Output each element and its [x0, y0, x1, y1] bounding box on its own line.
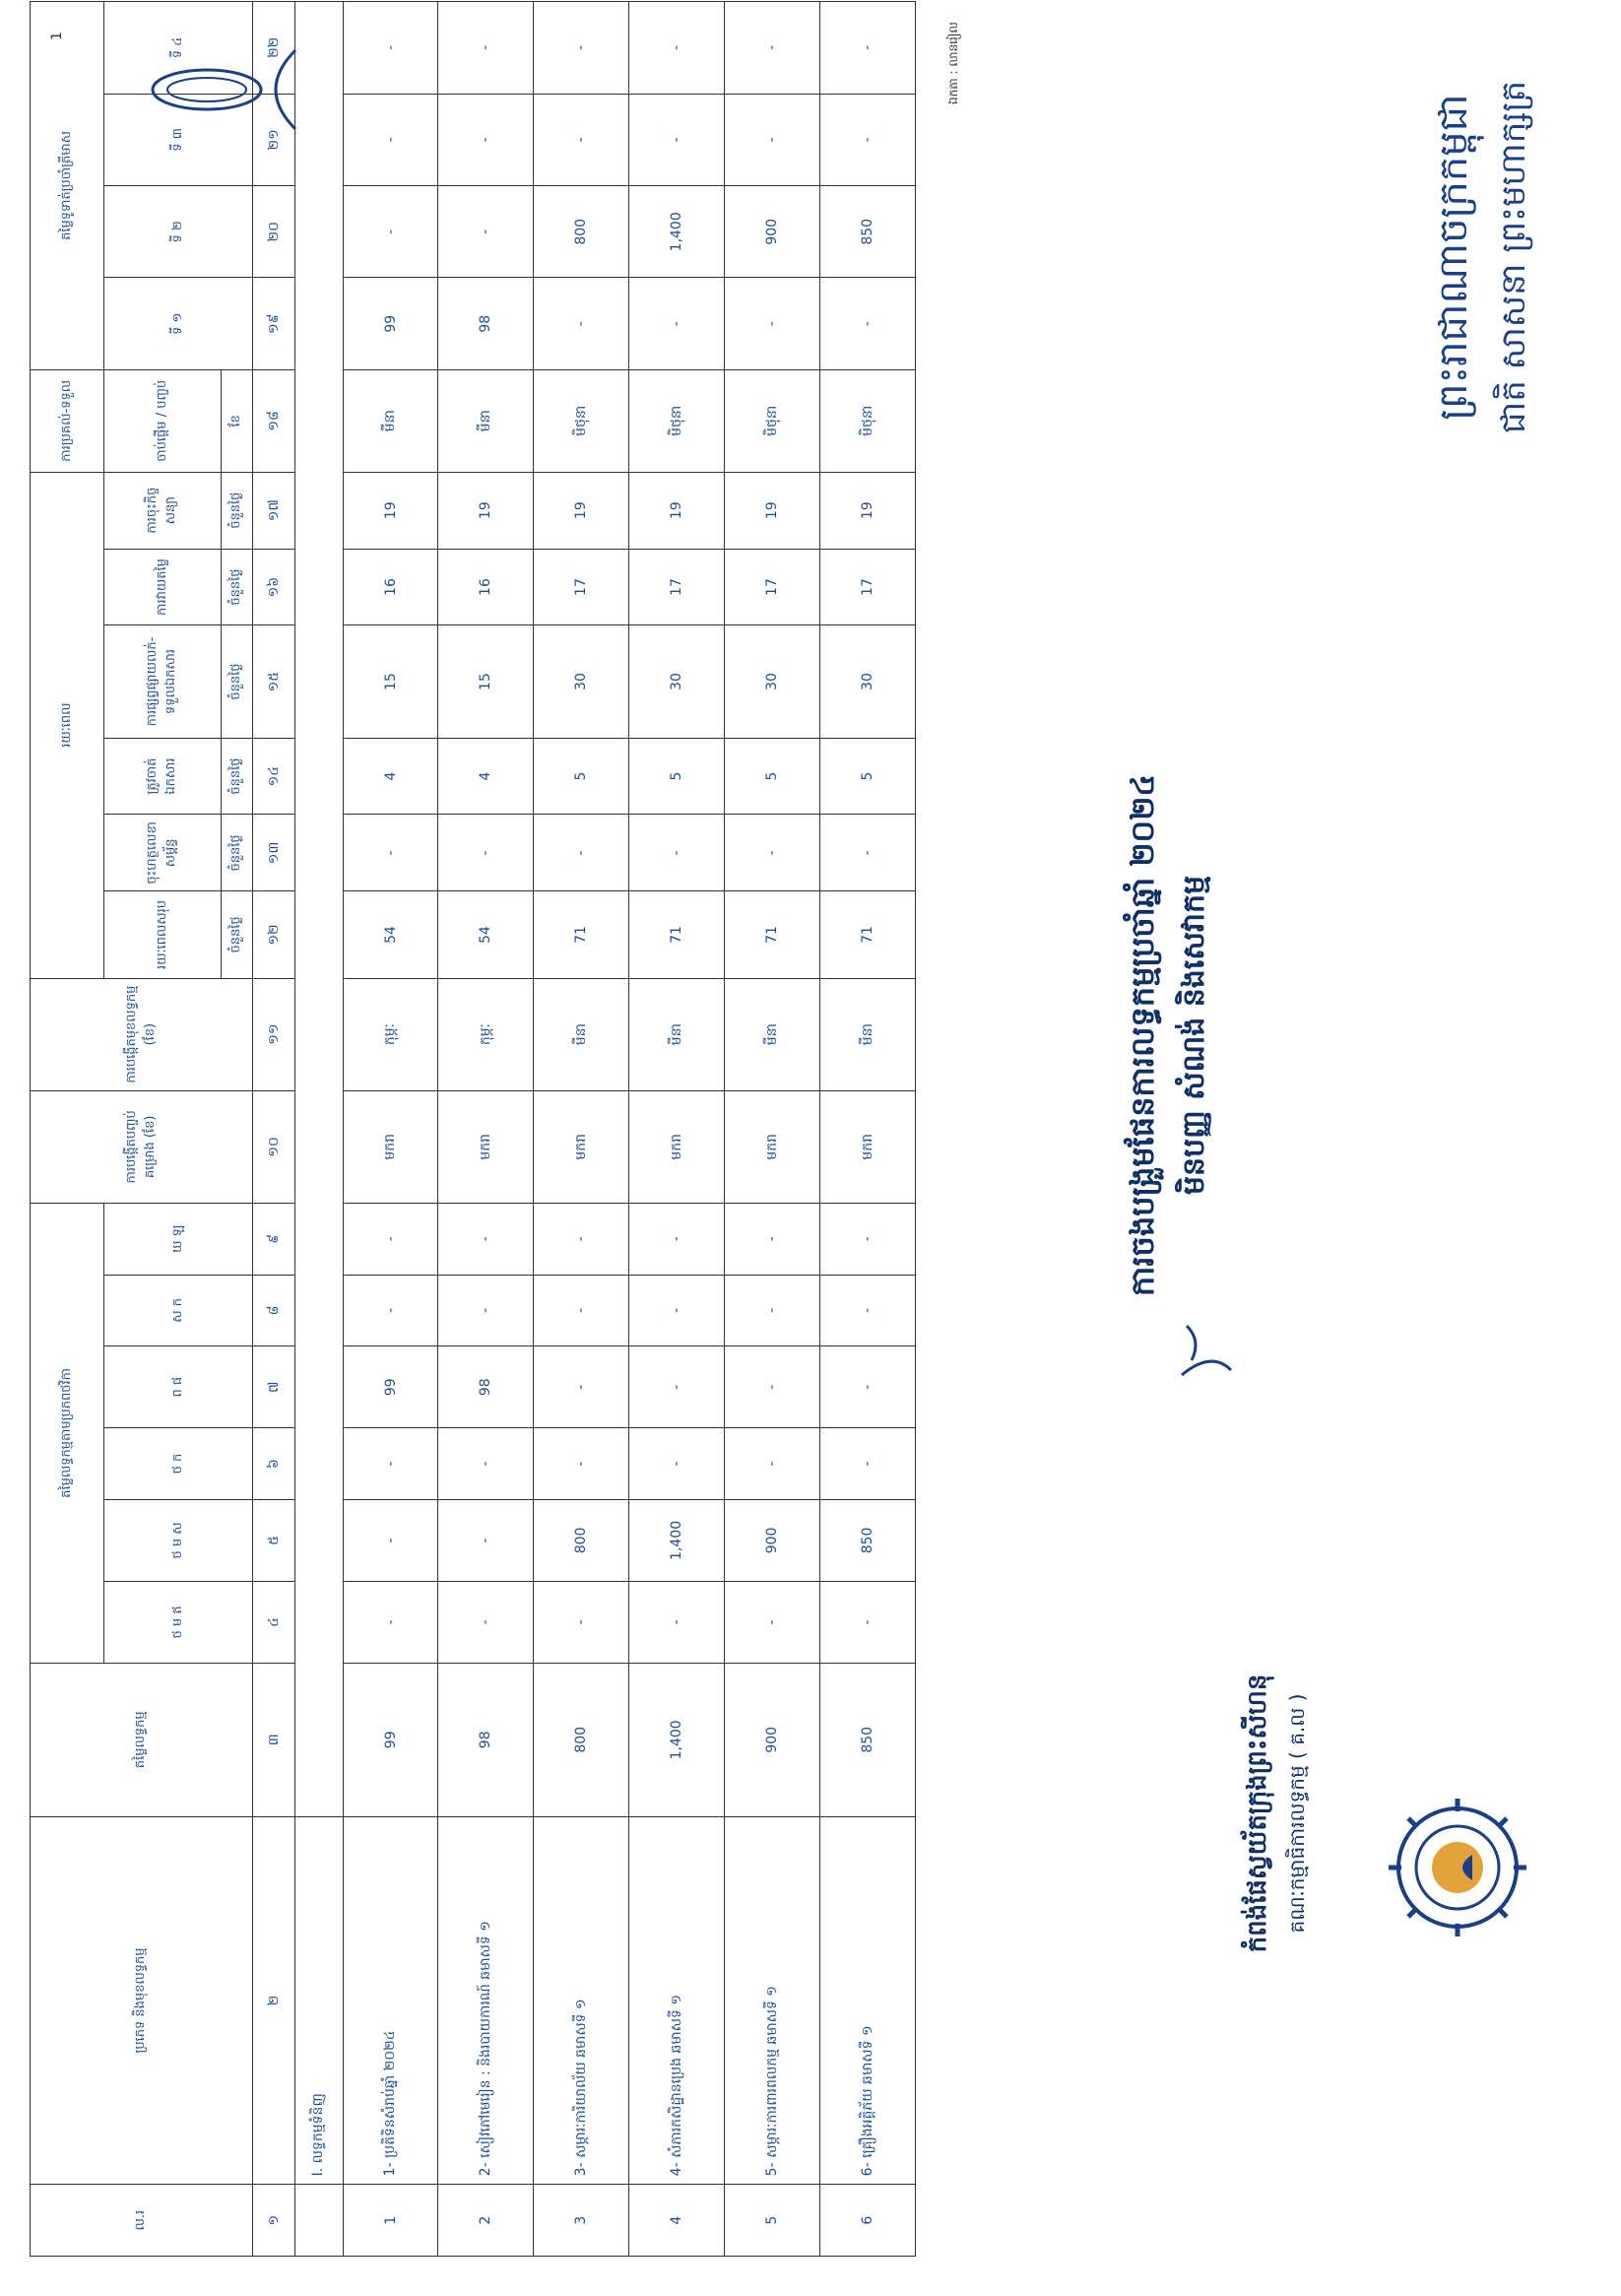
cell-d6: 19 — [629, 472, 725, 549]
cell-method: មករា — [343, 1090, 438, 1203]
cell-q4: - — [725, 2, 820, 95]
cell-s5: - — [343, 1275, 438, 1346]
cell-type: កុម្ភៈ — [343, 978, 438, 1090]
cell-desc: 3- សម្ភារៈការិយាល័យ ឆមាសទី ១ — [534, 1816, 629, 2185]
cell-method: មករា — [629, 1090, 725, 1203]
table-row — [629, 2, 725, 2257]
signature-icon — [148, 21, 305, 159]
cell-recv: មិថុនា — [820, 369, 916, 472]
cell-s5: - — [820, 1275, 916, 1346]
column-number: ៦ — [253, 1428, 295, 1500]
column-number: ១៥ — [253, 625, 295, 738]
cell-d5: 17 — [725, 549, 820, 625]
cell-s4: - — [725, 1346, 820, 1428]
kingdom-header — [1428, 70, 1541, 444]
cell-type: មីនា — [629, 978, 725, 1090]
header-payment-group: តម្លៃទូទាត់ប្រចាំត្រីមាស — [31, 2, 104, 370]
column-number: ១៣ — [253, 815, 295, 891]
unit-days-4: ចំនួនថ្ងៃ — [221, 625, 252, 738]
column-number: ៤ — [253, 1581, 295, 1663]
column-number: ១១ — [253, 978, 295, 1090]
cell-s1: - — [629, 1581, 725, 1663]
cell-q1: - — [629, 278, 725, 369]
cell-q1: 98 — [438, 278, 534, 369]
cell-s1: - — [343, 1581, 438, 1663]
cell-d2: - — [438, 815, 534, 891]
table-row — [343, 2, 438, 2257]
cell-s4: - — [820, 1346, 916, 1428]
cell-s2: - — [343, 1499, 438, 1581]
header-payment-2: ទី ២ — [104, 186, 253, 278]
cell-q1: - — [820, 278, 916, 369]
cell-d3: 4 — [438, 738, 534, 815]
cell-type: មីនា — [725, 978, 820, 1090]
cell-q1: 99 — [343, 278, 438, 369]
cell-s5: - — [534, 1275, 629, 1346]
header-description: ប្រភេទ និងមុខលទ្ធកម្ម — [31, 1816, 253, 2185]
cell-desc: 2- សៀវភៅមេរៀន : និងរបាយការណ៍ ឆមាសទី ១ — [438, 1816, 534, 2185]
column-number: ២ — [253, 1816, 295, 2185]
cell-s3: - — [343, 1428, 438, 1500]
cell-d3: 5 — [534, 738, 629, 815]
column-number: ១៩ — [253, 278, 295, 369]
cell-d2: - — [629, 815, 725, 891]
cell-d5: 17 — [820, 549, 916, 625]
header-source-4: ព ផ — [104, 1346, 253, 1428]
cell-s6: - — [534, 1203, 629, 1275]
cell-s6: - — [820, 1203, 916, 1275]
header-schedule-group: រយៈពេល — [31, 472, 104, 978]
cell-amount: 850 — [820, 1663, 916, 1816]
cell-q4: - — [438, 2, 534, 95]
cell-d5: 17 — [629, 549, 725, 625]
cell-d6: 19 — [343, 472, 438, 549]
cell-recv: មីនា — [438, 369, 534, 472]
cell-q4: - — [629, 2, 725, 95]
cell-d2: - — [820, 815, 916, 891]
cell-no: 5 — [725, 2185, 820, 2257]
table-row — [534, 2, 629, 2257]
unit-days-2: ចំនួនថ្ងៃ — [221, 815, 252, 891]
cell-amount: 800 — [534, 1663, 629, 1816]
column-number: ២១ — [253, 94, 295, 185]
cell-s1: - — [438, 1581, 534, 1663]
section-label: I. លទ្ធកម្មទំនិញ — [295, 1816, 343, 2185]
cell-s2: 850 — [820, 1499, 916, 1581]
cell-s3: - — [438, 1428, 534, 1500]
cell-s6: - — [438, 1203, 534, 1275]
procurement-table — [30, 1, 916, 2257]
header-source-5: ស ក — [104, 1275, 253, 1346]
header-payment-1: ទី ១ — [104, 278, 253, 369]
header-method: ការបង្កើតបញ្ចប់គម្រោង (ខែ) — [31, 1090, 253, 1203]
cell-s3: - — [534, 1428, 629, 1500]
header-amount: តម្លៃលទ្ធកម្ម — [31, 1663, 253, 1816]
cell-q3: - — [534, 94, 629, 185]
cell-s1: - — [534, 1581, 629, 1663]
unit-days-6: ចំនួនថ្ងៃ — [221, 472, 252, 549]
cell-q4: - — [343, 2, 438, 95]
table-row — [820, 2, 916, 2257]
initials-signature-icon — [1172, 1321, 1241, 1380]
cell-d3: 5 — [629, 738, 725, 815]
header-schedule-4: ការផ្សព្វផ្សាយលក់-ទទួលឯកសារ — [104, 625, 221, 738]
header-source-6: ឃ ឡ — [104, 1203, 253, 1275]
unit-days-3: ចំនួនថ្ងៃ — [221, 738, 252, 815]
cell-amount: 98 — [438, 1663, 534, 1816]
cell-s6: - — [629, 1203, 725, 1275]
cell-d6: 19 — [820, 472, 916, 549]
cell-d4: 30 — [534, 625, 629, 738]
cell-d1: 71 — [534, 891, 629, 978]
column-number: ១៨ — [253, 369, 295, 472]
column-number: ២២ — [253, 2, 295, 95]
cell-recv: មិថុនា — [534, 369, 629, 472]
cell-q3: - — [438, 94, 534, 185]
port-logo-icon — [1384, 1794, 1531, 1941]
header-receive-group: ការប្រគល់-ទទួល — [31, 369, 104, 472]
column-number: ៩ — [253, 1203, 295, 1275]
unit-days-1: ចំនួនថ្ងៃ — [221, 891, 252, 978]
cell-d5: 16 — [343, 549, 438, 625]
cell-d6: 19 — [534, 472, 629, 549]
cell-d1: 71 — [820, 891, 916, 978]
header-source-group: តម្លៃលទ្ធកម្មតាមប្រភពថវិកា — [31, 1203, 104, 1663]
cell-no: 1 — [343, 2185, 438, 2257]
cell-s2: 800 — [534, 1499, 629, 1581]
kingdom-line2: ជាតិ សាសនា ព្រះមហាក្សត្រ — [1494, 80, 1533, 434]
cell-s4: - — [534, 1346, 629, 1428]
cell-s2: 1,400 — [629, 1499, 725, 1581]
cell-q1: - — [534, 278, 629, 369]
unit-days-5: ចំនួនថ្ងៃ — [221, 549, 252, 625]
cell-d5: 17 — [534, 549, 629, 625]
unit-label: ឯកតា : លានរៀល — [946, 22, 960, 104]
cell-d4: 15 — [438, 625, 534, 738]
column-number: ១០ — [253, 1090, 295, 1203]
cell-q2: 1,400 — [629, 186, 725, 278]
header-schedule-3: ត្រូវចាត់ឯកសារ — [104, 738, 221, 815]
column-number: ១៧ — [253, 472, 295, 549]
cell-s5: - — [438, 1275, 534, 1346]
column-number: ៨ — [253, 1275, 295, 1346]
kingdom-line1: ព្រះរាជាណាចក្រកម្ពុជា — [1431, 94, 1476, 421]
section-row — [295, 2, 343, 2257]
cell-d1: 71 — [725, 891, 820, 978]
column-number: ១៤ — [253, 738, 295, 815]
header-payment-3: ទី ៣ — [104, 94, 253, 185]
cell-q3: - — [629, 94, 725, 185]
cell-q2: 800 — [534, 186, 629, 278]
cell-no: 6 — [820, 2185, 916, 2257]
header-type: ការបង្កើតមុខលទ្ធកម្ម (ខែ) — [31, 978, 253, 1090]
cell-method: មករា — [534, 1090, 629, 1203]
cell-d1: 54 — [438, 891, 534, 978]
cell-amount: 900 — [725, 1663, 820, 1816]
cell-recv: មិថុនា — [629, 369, 725, 472]
cell-d3: 5 — [725, 738, 820, 815]
cell-s5: - — [725, 1275, 820, 1346]
cell-desc: 1- ប្រតិទិនសំរាប់ឆ្នាំ ២០២៤ — [343, 1816, 438, 2185]
cell-amount: 99 — [343, 1663, 438, 1816]
cell-q2: - — [343, 186, 438, 278]
cell-s1: - — [820, 1581, 916, 1663]
cell-recv: មិថុនា — [725, 369, 820, 472]
cell-q4: - — [534, 2, 629, 95]
cell-type: មីនា — [534, 978, 629, 1090]
header-source-3: ថ ក — [104, 1428, 253, 1500]
header-payment-4: ទី ៤ — [104, 2, 253, 95]
cell-s1: - — [725, 1581, 820, 1663]
title-line1: ការចងបង្រួមផែនការលទ្ធកម្មប្រចាំឆ្នាំ ២០២៤ — [1124, 773, 1161, 1297]
cell-d2: - — [534, 815, 629, 891]
cell-q4: - — [820, 2, 916, 95]
column-number: ២០ — [253, 186, 295, 278]
cell-d5: 16 — [438, 549, 534, 625]
cell-s3: - — [725, 1428, 820, 1500]
cell-method: មករា — [438, 1090, 534, 1203]
org-sub: គណៈកម្មាធិការលទ្ធកម្ម ( គ.ល ) — [1285, 1693, 1309, 1934]
column-number: ៥ — [253, 1499, 295, 1581]
table-row — [438, 2, 534, 2257]
cell-d1: 54 — [343, 891, 438, 978]
cell-s4: 98 — [438, 1346, 534, 1428]
cell-d6: 19 — [438, 472, 534, 549]
cell-desc: 4- សំភារកសិដ្ឋានប្រេង ឆមាសទី ១ — [629, 1816, 725, 2185]
cell-s4: 99 — [343, 1346, 438, 1428]
cell-d4: 30 — [820, 625, 916, 738]
org-block — [1241, 1557, 1314, 2069]
cell-no: 2 — [438, 2185, 534, 2257]
header-receive-col: ចាប់ផ្តើម / បញ្ចប់ — [104, 369, 221, 472]
header-source-1: ថ ម ឥ — [104, 1581, 253, 1663]
cell-d3: 5 — [820, 738, 916, 815]
header-schedule-1: រយៈពេលសរុប — [104, 891, 221, 978]
cell-type: កុម្ភៈ — [438, 978, 534, 1090]
table-row — [725, 2, 820, 2257]
header-schedule-2: ចុះហត្ថលេខាសម្ព័ន្ធ — [104, 815, 221, 891]
cell-recv: មីនា — [343, 369, 438, 472]
cell-d4: 15 — [343, 625, 438, 738]
cell-s5: - — [629, 1275, 725, 1346]
cell-s6: - — [343, 1203, 438, 1275]
cell-s6: - — [725, 1203, 820, 1275]
cell-type: មីនា — [820, 978, 916, 1090]
cell-d2: - — [343, 815, 438, 891]
cell-q2: 900 — [725, 186, 820, 278]
cell-s2: - — [438, 1499, 534, 1581]
header-schedule-6: ការចុះកិច្ចសន្យា — [104, 472, 221, 549]
org-name: កំពង់ផែស្វយ័តក្រុងព្រះសីហនុ — [1243, 1673, 1272, 1953]
cell-no: 3 — [534, 2185, 629, 2257]
cell-q3: - — [820, 94, 916, 185]
cell-q1: - — [725, 278, 820, 369]
cell-d4: 30 — [629, 625, 725, 738]
header-no: ល.រ — [31, 2185, 253, 2257]
header-source-2: ថ ម ស — [104, 1499, 253, 1581]
cell-s4: - — [629, 1346, 725, 1428]
header-schedule-5: ការវាយតម្លៃ — [104, 549, 221, 625]
cell-s2: 900 — [725, 1499, 820, 1581]
cell-q2: - — [438, 186, 534, 278]
cell-d6: 19 — [725, 472, 820, 549]
cell-q3: - — [725, 94, 820, 185]
column-number: ១៦ — [253, 549, 295, 625]
column-number: ១២ — [253, 891, 295, 978]
unit-month: ខែ — [221, 369, 252, 472]
cell-d3: 4 — [343, 738, 438, 815]
cell-no: 4 — [629, 2185, 725, 2257]
cell-desc: 5- សម្ភារៈការពារពលកម្ម ឆមាសទី ១ — [725, 1816, 820, 2185]
cell-amount: 1,400 — [629, 1663, 725, 1816]
cell-d2: - — [725, 815, 820, 891]
page-number: 1 — [49, 32, 65, 40]
column-number: ៣ — [253, 1663, 295, 1816]
cell-d4: 30 — [725, 625, 820, 738]
cell-d1: 71 — [629, 891, 725, 978]
column-number: ១ — [253, 2185, 295, 2257]
cell-method: មករា — [725, 1090, 820, 1203]
column-number: ៧ — [253, 1346, 295, 1428]
cell-method: មករា — [820, 1090, 916, 1203]
cell-q2: 850 — [820, 186, 916, 278]
title-line2: មិនបញ្ញ សំណង់ និងសេវាកម្ម — [1177, 875, 1211, 1196]
cell-q3: - — [343, 94, 438, 185]
cell-desc: 6- គ្រឿងអគ្គិភ័យ ឆមាសទី ១ — [820, 1816, 916, 2185]
cell-s3: - — [820, 1428, 916, 1500]
cell-s3: - — [629, 1428, 725, 1500]
column-number-row — [253, 2, 295, 2257]
